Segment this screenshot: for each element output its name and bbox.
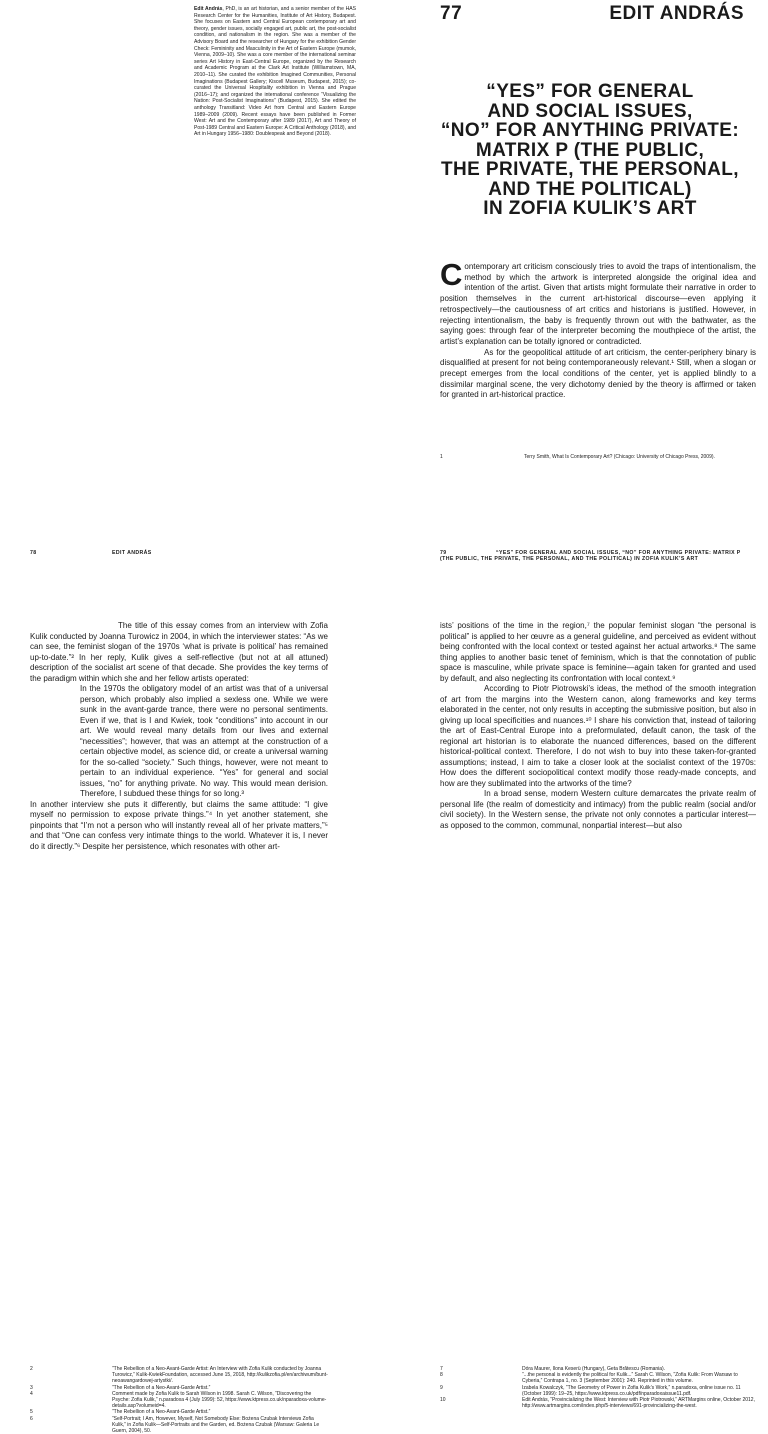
body-paragraph: In a broad sense, modern Western culture demarcates the private realm of personal life (the realm of domesticity and intimacy) from the public realm (social and/or civil society). In the Western sense, the private not only connotes a particular interest—as opposed to the common, communal, nonpartial interest—but also	[440, 789, 756, 830]
footnote-text: Terry Smith, What Is Contemporary Art? (Chicago: University of Chicago Press, 2009).	[524, 454, 715, 460]
body-paragraph: ists’ positions of the time in the region,⁷ the popular feminist slogan “the personal is political” is applied to her œuvre as a general guideline, and perceived as evident without being confronted with the local context or tested against her actual artworks.⁸ The same thing applies to another basic tenet of feminism, which is that the connotation of public space is masculine, while private space is feminine—again taken for granted and used by default, and also neglecting its confrontation with local context.⁹	[440, 621, 756, 683]
body-paragraph: In another interview she puts it differently, but claims the same attitude: “I give myself no permission to expose private things.”⁴ In yet another statement, she pinpoints that “I’m not a person who will instantly reveal all of her private matters,”⁵ and that “One can confess very intimate things to the world. Whatever it is, I never do it directly.”⁶ Despite her persistence, which resonates with other art-	[30, 799, 328, 851]
top-page-spread	[0, 0, 768, 512]
footnote	[440, 1385, 756, 1397]
left-running-head: EDIT ANDRÁS	[112, 550, 152, 556]
body-paragraph: According to Piotr Piotrowski’s ideas, the method of the smooth integration of art from the margins into the Western canon, along frameworks and key terms elaborated in the center, not only results in accepting the submissive position, but also in giving up local specificities and nuances.¹⁰ I share his conviction that, instead of tailoring the art of East-Central Europe into a preformulated, default canon, the task of the regional art historian is to elaborate the nuanced differences, based on the different historical-political context. Therefore, I do not wish to buy into these taken-for-granted assumptions; instead, I aim to take a closer look at the socialist context of the 1970s: How does the different sociopolitical context modify those ready-made concepts, and how are they sublimated into the artworks of the time?	[440, 684, 756, 788]
footnote-text: “The Rebellion of a Neo-Avant-Garde Artist.”	[112, 1409, 211, 1416]
footnote-text: “...the personal is evidently the political for Kulik...” Sarah C. Wilson, “Zofia Kulik: From Warsaw to Cyberia,” Contrapa 1, no. 3 (September 2001): 240. Reprinted in this volume.	[522, 1372, 738, 1385]
bottom-page-spread	[0, 512, 768, 1434]
essay-title	[420, 82, 760, 219]
footnote-number: 10	[440, 1397, 446, 1404]
footnote-text: “Self-Portrait; I Am, However, Myself, Not Somebody Else: Bożena Czubak Interviews Zofia Kulik,” in Zofia Kulik—Self-Portraits and the Garden, ed. Bożena Czubak (Warsaw: Galeria Le Guern, 2004), 50.	[112, 1415, 320, 1434]
title-line: “NO” FOR ANYTHING PRIVATE:	[440, 120, 740, 141]
footnote-number: 8	[440, 1372, 443, 1379]
footnote-text: Dóra Maurer, Ilona Keserü (Hungary), Geta Brătescu (Romania).	[522, 1366, 666, 1372]
footnote	[440, 1397, 756, 1409]
author-name-header: EDIT ANDRÁS	[609, 3, 744, 24]
title-line: MATRIX P (THE PUBLIC,	[475, 139, 705, 161]
drop-cap: C	[440, 257, 463, 292]
footnote-text: Izabela Kowalczyk, “The Geometry of Power in Zofia Kulik’s Work,” n.paradoxa, online issue no. 11 (October 1999): 19–25, https://www.ktpress.co.uk/pdf/nparadoxaissue11.pdf.	[522, 1384, 741, 1397]
title-line: AND THE POLITICAL)	[488, 178, 692, 200]
title-line: AND SOCIAL ISSUES,	[487, 100, 693, 122]
title-line: “YES” FOR GENERAL	[486, 81, 694, 102]
footnote-number: 4	[30, 1390, 33, 1397]
left-footnotes	[30, 1366, 328, 1434]
left-body-column	[30, 621, 328, 852]
title-line: THE PRIVATE, THE PERSONAL,	[441, 159, 739, 180]
footnote	[30, 1416, 328, 1434]
footnote-number: 1	[440, 454, 443, 460]
intro-paragraph	[440, 257, 756, 348]
right-footnotes	[440, 1366, 756, 1409]
footnote-number: 2	[30, 1366, 33, 1372]
footnote	[30, 1366, 328, 1385]
footnote-number: 9	[440, 1384, 443, 1391]
footnote	[440, 1372, 756, 1384]
footnote-number: 3	[30, 1384, 33, 1391]
footnote-text: Edit András, “Provincializing the West: Interview with Piotr Piotrowski,” ARTMargins online, October 2012, http://www.artmargins.com/index.php/5-interviews/691-provincializing-the-west.	[522, 1397, 755, 1410]
footnote-text: “The Rebellion of a Neo-Avant-Garde Artist: An Interview with Zofia Kulik conducted by Joanna Turowicz,” Kulik-KwiekFoundation, accessed June 15, 2018, http://kulikzofia.pl/en/archiwum/bunt-neoawangardowej-artystki/.	[112, 1366, 328, 1385]
title-line: IN ZOFIA KULIK’S ART	[483, 198, 697, 219]
footnote	[30, 1391, 328, 1410]
right-running-head	[440, 550, 756, 562]
footnote-text: Comment made by Zofia Kulik to Sarah Wilson in 1998. Sarah C. Wilson, “Discovering the Psyche: Zofia Kulik,” n.paradoxa 4 (July 1999): 52, https://www.ktpress.co.uk/nparadoxa-volume-details.asp?volumeid=4.	[112, 1390, 327, 1410]
footnote-number: 6	[30, 1415, 33, 1422]
footnote-number: 7	[440, 1366, 443, 1372]
page-number: 77	[440, 3, 463, 24]
right-page-number: 79	[440, 550, 447, 556]
block-quote: In the 1970s the obligatory model of an artist was that of a universal person, which probably also implied a sexless one. While we were sunk in the avant-garde trance, there were no personal sentiments. Even if we, that is I and Kwiek, took “conditions” into account in our art. We would reveal many details from our lives and external “necessities”; however, that was an attempt at the construction of a certain objective model, as science did, or create a universal warning for the so-called “society.” Such things, however, were not meant to pertain to an individual experience. “Yes” for general and social issues, “no” for anything private. No way. This would mean derision. Therefore, I subdued these things for so long.³	[80, 684, 328, 798]
intro-text	[440, 257, 756, 401]
bio-author-name: Edit András	[194, 6, 223, 12]
right-body-column	[440, 621, 756, 831]
intro-paragraph-text: ontemporary art criticism consciously tries to avoid the traps of intentionalism, the method by which the artwork is interpreted alongside the original idea and intention of the artist. Given that artists might formulate their narrative in order to position themselves in the current art-historical discourse—even applying it retrospectively—the cautiousness of art critics and historians is justified. However, in rejecting intentionalism, the baby is frequently thrown out with the bathwater, as the saying goes: through fear of the interpreter becoming the mouthpiece of the artist, the artist’s explanation can be totally ignored or contradicted.	[440, 262, 756, 346]
footnote-text: “The Rebellion of a Neo-Avant-Garde Artist.”	[112, 1384, 211, 1391]
left-page-number: 78	[30, 550, 37, 556]
intro-paragraph: As for the geopolitical attitude of art criticism, the center-periphery binary is disqualified at present for not being contemporaneously relevant.¹ Still, when a slogan or precept emerges from the local conditions of the center, yet is applied blindly to a dissimilar marginal scene, the very dichotomy denied by the theory is affirmed or taken for granted in art-historical practice.	[440, 347, 756, 400]
bio-text: , PhD, is an art historian, and a senior member of the HAS Research Center for the Humanities, Institute of Art History, Budapest. She focuses on Eastern and Central European contemporary art and theory, gender issues, socially engaged art, public art, the post-socialist condition, and nationalism in the region. She was a member of the Advisory Board and the researcher of Hungary for the exhibition Gender Check: Femininity and Masculinity in the Art of Eastern Europe (mumok, Vienna, 2009–10). She was a core member of the international seminar series Art History in East-Central Europe, organized by the Research and Academic Program at the Clark Art Institute (Williamstown, MA, 2010–11). She curated the exhibition Imagined Communities, Personal Imaginations (Budapest Gallery; Kiscell Museum, Budapest, 2015); co-curated the Universal Hospitality exhibition in Vienna and Prague (2016–17); and organized the international conference “Visualizing the Nation: Post-Socialist Imaginations” (Budapest, 2015). She edited the anthology Transitland: Video Art from Central and Eastern Europe 1989–2009 (2009). Recent essays have been published in Former West: Art and the Contemporary after 1989 (2017), Art and Theory of Post-1989 Central and Eastern Europe: A Critical Anthology (2018), and Art in Hungary 1956–1980: Doublespeak and Beyond (2018).	[194, 6, 356, 138]
author-bio	[194, 6, 356, 138]
footnote-number: 5	[30, 1409, 33, 1416]
right-running-title: “YES” FOR GENERAL AND SOCIAL ISSUES, “NO” FOR ANYTHING PRIVATE: MATRIX P (THE PUBLIC, THE PRIVATE, THE PERSONAL, AND THE POLITICAL) IN ZOFIA KULIK’S ART	[440, 550, 741, 562]
body-paragraph: The title of this essay comes from an interview with Zofia Kulik conducted by Joanna Turowicz in 2004, in which the interviewer states: “As we can see, the feminist slogan of the 1970s ‘what is private is political’ has remained up-to-date.”² In her reply, Kulik gives a self-reflective (but not at all attuned) description of the socialist art scene of that decade. She provides the key terms of the paradigm within which she and her fellow artists operated:	[30, 621, 328, 683]
